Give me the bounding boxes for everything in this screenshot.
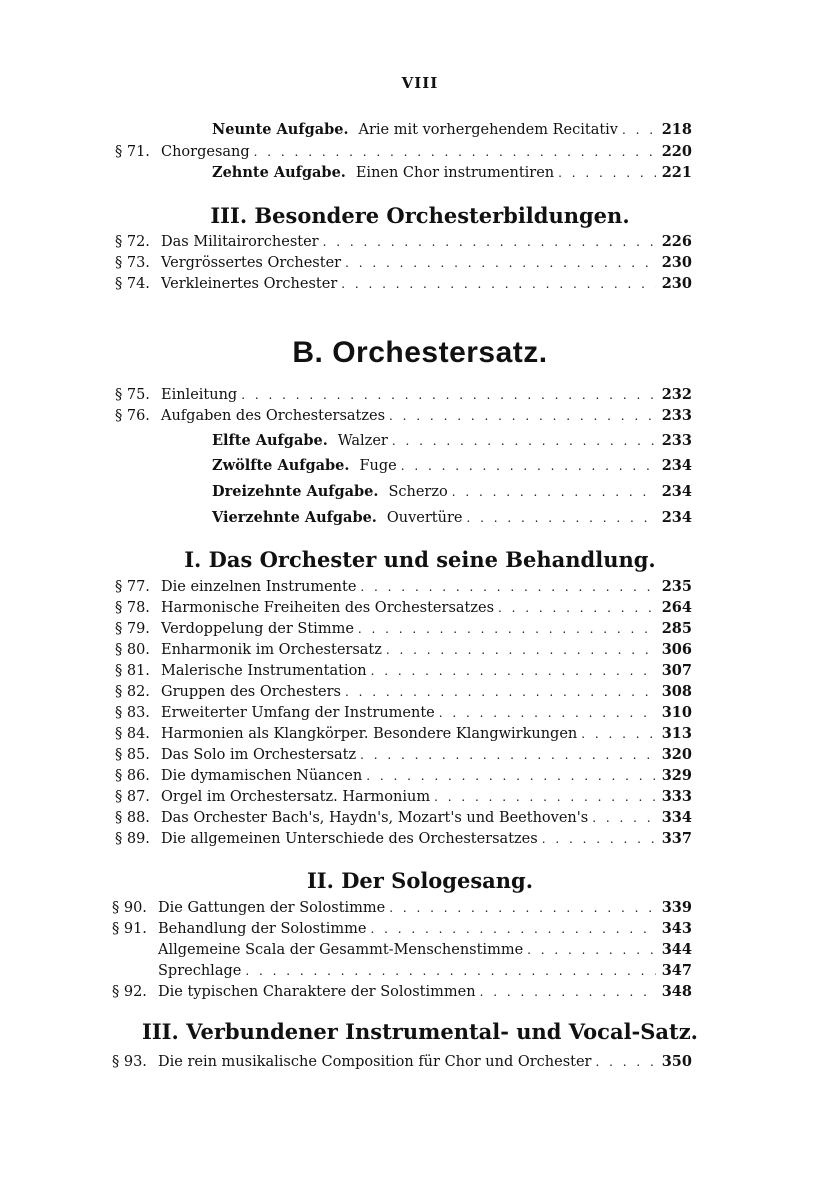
dot-leader [389, 898, 656, 918]
toc-section: § 88. [115, 810, 150, 826]
toc-title: Verdoppelung der Stimme [161, 621, 354, 637]
dot-leader [245, 961, 656, 981]
toc-subtitle: Walzer [337, 433, 388, 449]
dot-leader [401, 456, 656, 476]
toc-entry [115, 829, 692, 849]
toc-section: § 93. [112, 1054, 147, 1070]
page-number: VIII [401, 74, 439, 92]
toc-page: 310 [661, 704, 692, 721]
toc-section: § 83. [115, 705, 150, 721]
section-heading: I. Das Orchester und seine Behandlung. [184, 547, 656, 572]
toc-title: Das Militairorchester [161, 234, 319, 250]
toc-page: 334 [661, 809, 692, 826]
toc-title: Aufgaben des Orchestersatzes [161, 408, 386, 424]
toc-title: Chorgesang [161, 144, 250, 160]
dot-leader [341, 274, 656, 294]
toc-entry [212, 508, 692, 528]
dot-leader [434, 787, 656, 807]
toc-page: 234 [661, 483, 692, 500]
toc-entry [158, 940, 692, 960]
toc-page: 333 [661, 788, 692, 805]
toc-title: Harmonische Freiheiten des Orchestersatzes [161, 600, 495, 616]
toc-section: § 73. [115, 255, 150, 271]
toc-page: 344 [661, 941, 692, 958]
toc-title: Einleitung [161, 387, 238, 403]
dot-leader [366, 766, 656, 786]
toc-section: § 84. [115, 726, 150, 742]
toc-section: § 79. [115, 621, 150, 637]
toc-section: § 89. [115, 831, 150, 847]
toc-entry [115, 385, 692, 405]
toc-subtitle: Fuge [359, 458, 397, 474]
toc-section: § 81. [115, 663, 150, 679]
dot-leader [254, 142, 656, 162]
toc-title: Harmonien als Klangkörper. Besondere Klangwirkungen [161, 726, 578, 742]
toc-title: Gruppen des Orchesters [161, 684, 341, 700]
toc-section: § 78. [115, 600, 150, 616]
toc-title: Vierzehnte Aufgabe. [212, 509, 377, 526]
toc-page: 348 [661, 983, 692, 1000]
toc-entry [115, 745, 692, 765]
toc-entry [115, 724, 692, 744]
toc-page: 308 [661, 683, 692, 700]
section-heading: III. Besondere Orchesterbildungen. [210, 203, 630, 228]
dot-leader [480, 982, 656, 1002]
dot-leader [542, 829, 656, 849]
toc-section: § 87. [115, 789, 150, 805]
toc-page: 339 [661, 899, 692, 916]
toc-section: § 76. [115, 408, 150, 424]
toc-title: Behandlung der Solostimme [158, 921, 367, 937]
dot-leader [371, 661, 656, 681]
toc-entry [115, 406, 692, 426]
toc-title: Erweiterter Umfang der Instrumente [161, 705, 435, 721]
toc-entry [115, 598, 692, 618]
toc-entry [115, 619, 692, 639]
toc-entry [115, 661, 692, 681]
dot-leader [360, 745, 656, 765]
toc-entry [212, 482, 692, 502]
toc-entry [115, 274, 692, 294]
dot-leader [558, 163, 656, 183]
dot-leader [527, 940, 656, 960]
toc-page: 232 [661, 386, 692, 403]
toc-title: Dreizehnte Aufgabe. [212, 483, 379, 500]
dot-leader [498, 598, 656, 618]
toc-entry [112, 898, 692, 918]
toc-section: § 92. [112, 984, 147, 1000]
toc-title: Neunte Aufgabe. [212, 121, 349, 138]
toc-title: Zwölfte Aufgabe. [212, 457, 350, 474]
toc-subtitle: Ouvertüre [386, 510, 463, 526]
toc-section: § 74. [115, 276, 150, 292]
toc-page: 226 [661, 233, 692, 250]
toc-title: Die Gattungen der Solostimme [158, 900, 386, 916]
toc-page: 313 [661, 725, 692, 742]
toc-page: 343 [661, 920, 692, 937]
toc-page: 218 [661, 121, 692, 138]
toc-section: § 72. [115, 234, 150, 250]
toc-entry [115, 253, 692, 273]
toc-entry [212, 120, 692, 140]
toc-section: § 85. [115, 747, 150, 763]
dot-leader [345, 682, 656, 702]
toc-title: Das Solo im Orchestersatz [161, 747, 357, 763]
toc-entry [212, 431, 692, 451]
toc-entry [115, 703, 692, 723]
toc-page: 233 [661, 432, 692, 449]
toc-title: Die einzelnen Instrumente [161, 579, 357, 595]
dot-leader [392, 431, 656, 451]
toc-page: 230 [661, 254, 692, 271]
toc-entry [212, 163, 692, 183]
toc-subtitle: Einen Chor instrumentiren [355, 165, 555, 181]
dot-leader [622, 120, 656, 140]
toc-section: § 86. [115, 768, 150, 784]
toc-subtitle: Arie mit vorhergehendem Recitativ [358, 122, 619, 138]
toc-entry [112, 1052, 692, 1072]
dot-leader [439, 703, 656, 723]
toc-page: 285 [661, 620, 692, 637]
toc-page: 347 [661, 962, 692, 979]
toc-title: Allgemeine Scala der Gesammt-Menschenstimme [158, 942, 524, 958]
toc-section: § 90. [112, 900, 147, 916]
toc-page: 306 [661, 641, 692, 658]
toc-page: 307 [661, 662, 692, 679]
toc-page: 233 [661, 407, 692, 424]
toc-section: § 77. [115, 579, 150, 595]
toc-section: § 80. [115, 642, 150, 658]
part-heading: B. Orchestersatz. [292, 336, 548, 369]
toc-page: 220 [661, 143, 692, 160]
toc-page: 320 [661, 746, 692, 763]
toc-entry [115, 232, 692, 252]
toc-entry [158, 961, 692, 981]
toc-title: Verkleinertes Orchester [161, 276, 338, 292]
toc-entry [115, 682, 692, 702]
toc-section: § 91. [112, 921, 147, 937]
toc-section: § 71. [115, 144, 150, 160]
dot-leader [323, 232, 656, 252]
toc-entry [115, 142, 692, 162]
toc-title: Die rein musikalische Composition für Chor und Orchester [158, 1054, 592, 1070]
dot-leader [389, 406, 656, 426]
dot-leader [592, 808, 656, 828]
dot-leader [360, 577, 656, 597]
dot-leader [370, 919, 656, 939]
dot-leader [452, 482, 656, 502]
toc-page: 221 [661, 164, 692, 181]
toc-page: 230 [661, 275, 692, 292]
dot-leader [241, 385, 656, 405]
toc-entry [115, 787, 692, 807]
toc-entry [112, 919, 692, 939]
toc-title: Malerische Instrumentation [161, 663, 367, 679]
toc-title: Orgel im Orchestersatz. Harmonium [161, 789, 431, 805]
toc-page: 235 [661, 578, 692, 595]
toc-subtitle: Scherzo [388, 484, 448, 500]
section-heading: III. Verbundener Instrumental- und Vocal-Satz. [142, 1019, 698, 1044]
toc-section: § 75. [115, 387, 150, 403]
toc-entry [115, 640, 692, 660]
toc-page: 234 [661, 457, 692, 474]
toc-page: 264 [661, 599, 692, 616]
toc-section: § 82. [115, 684, 150, 700]
toc-entry [212, 456, 692, 476]
toc-page: 350 [661, 1053, 692, 1070]
toc-title: Die dymamischen Nüancen [161, 768, 363, 784]
toc-title: Zehnte Aufgabe. [212, 164, 346, 181]
toc-title: Vergrössertes Orchester [161, 255, 342, 271]
toc-page: 329 [661, 767, 692, 784]
toc-title: Das Orchester Bach's, Haydn's, Mozart's und Beethoven's [161, 810, 589, 826]
dot-leader [345, 253, 656, 273]
toc-entry [115, 766, 692, 786]
toc-entry [115, 808, 692, 828]
toc-title: Sprechlage [158, 963, 242, 979]
dot-leader [466, 508, 656, 528]
section-heading: II. Der Sologesang. [306, 868, 534, 893]
toc-title: Die allgemeinen Unterschiede des Orchestersatzes [161, 831, 538, 847]
dot-leader [581, 724, 656, 744]
toc-title: Elfte Aufgabe. [212, 432, 328, 449]
toc-title: Enharmonik im Orchestersatz [161, 642, 382, 658]
dot-leader [358, 619, 656, 639]
dot-leader [595, 1052, 656, 1072]
toc-entry [115, 577, 692, 597]
toc-title: Die typischen Charaktere der Solostimmen [158, 984, 476, 1000]
toc-page: 234 [661, 509, 692, 526]
toc-page: 337 [661, 830, 692, 847]
toc-entry [112, 982, 692, 1002]
dot-leader [386, 640, 656, 660]
